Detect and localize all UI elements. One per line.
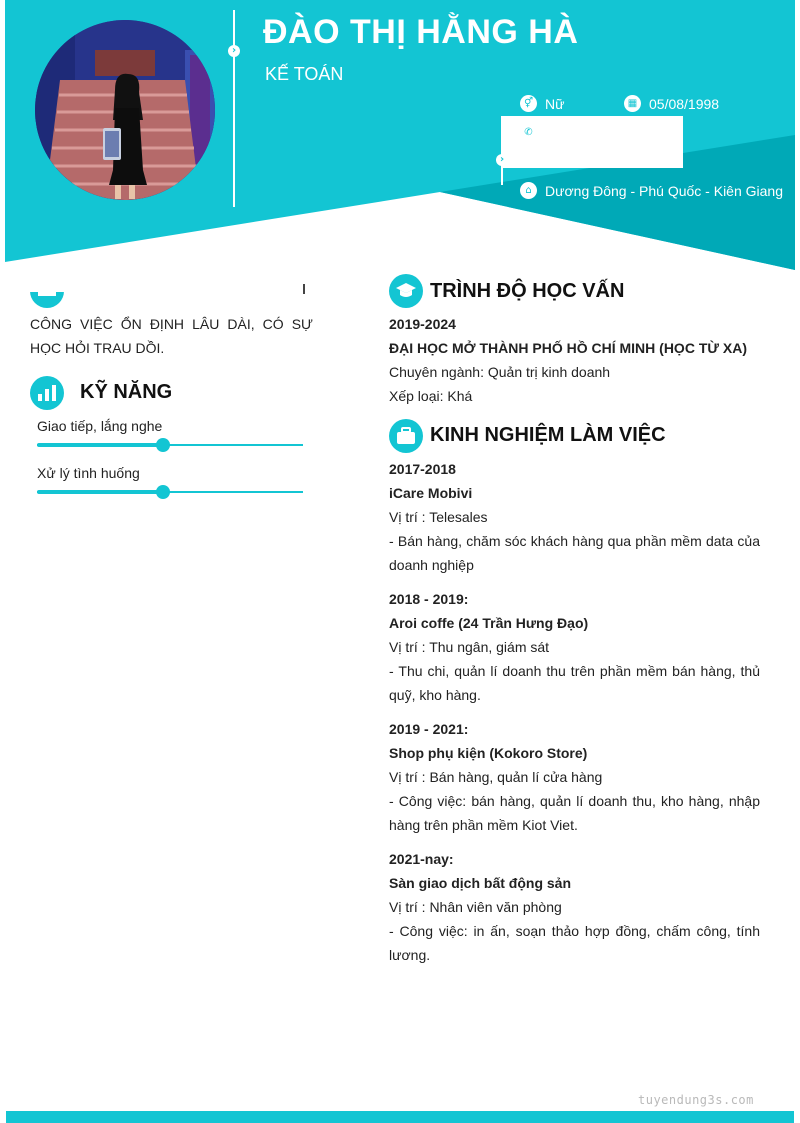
education-section-icon: [389, 274, 423, 308]
job-company: Sàn giao dịch bất động sản: [389, 875, 572, 891]
skill-level-knob: [156, 485, 170, 499]
job-position: Vị trí : Telesales: [389, 509, 488, 525]
skill-label: Giao tiếp, lắng nghe: [37, 418, 163, 434]
objective-title-fragment: [303, 284, 305, 294]
skills-title: KỸ NĂNG: [80, 381, 173, 403]
gender-icon: ⚥: [520, 95, 537, 112]
watermark: tuyendung3s.com: [638, 1093, 754, 1107]
experience-title: KINH NGHIỆM LÀM VIỆC: [430, 424, 666, 446]
info-divider-line: [501, 116, 503, 185]
education-title: TRÌNH ĐỘ HỌC VẤN: [430, 280, 625, 302]
candidate-name: ĐÀO THỊ HẰNG HÀ: [263, 13, 579, 51]
birthdate-value: 05/08/1998: [649, 96, 720, 112]
footer-bar: [6, 1111, 794, 1123]
job-period: 2018 - 2019:: [389, 591, 469, 607]
job-company: Shop phụ kiện (Kokoro Store): [389, 745, 588, 761]
job-description: - Bán hàng, chăm sóc khách hàng qua phần mềm data của doanh nghiệp: [389, 533, 760, 573]
avatar: [35, 20, 215, 200]
objective-text: CÔNG VIỆC ỔN ĐỊNH LÂU DÀI, CÓ SỰ HỌC HỎI TRAU DỒI.: [30, 316, 313, 356]
home-icon: ⌂: [520, 182, 537, 199]
header-divider-line: [233, 10, 235, 207]
objective-icon-mask: [38, 290, 56, 296]
job-description: - Thu chi, quản lí doanh thu trên phần mềm bán hàng, thủ quỹ, kho hàng.: [389, 663, 760, 703]
calendar-icon: ▦: [624, 95, 641, 112]
job-description: - Công việc: in ấn, soạn thảo hợp đồng, chấm công, tính lương.: [389, 923, 760, 963]
phone-icon: ✆: [520, 124, 537, 141]
job-position: Vị trí : Bán hàng, quản lí cửa hàng: [389, 769, 603, 785]
experience-section-icon: [389, 419, 423, 453]
education-major: Chuyên ngành: Quản trị kinh doanh: [389, 364, 611, 380]
job-position: Vị trí : Thu ngân, giám sát: [389, 639, 550, 655]
skill-fill: [37, 443, 163, 447]
skill-level-knob: [156, 438, 170, 452]
job-period: 2021-nay:: [389, 851, 454, 867]
info-chevron-icon: ›: [496, 154, 508, 166]
job-company: iCare Mobivi: [389, 485, 473, 501]
divider-chevron-icon: ›: [228, 45, 240, 57]
job-title: KẾ TOÁN: [265, 64, 344, 84]
education-grade: Xếp loại: Khá: [389, 388, 473, 404]
education-school: ĐẠI HỌC MỞ THÀNH PHỐ HỒ CHÍ MINH (HỌC TỪ XA): [389, 340, 747, 356]
bar-chart-icon: [37, 384, 57, 402]
graduation-cap-icon: [395, 282, 417, 300]
job-position: Vị trí : Nhân viên văn phòng: [389, 899, 562, 915]
job-description: - Công việc: bán hàng, quản lí doanh thu, kho hàng, nhập hàng trên phần mềm Kiot Viet.: [389, 793, 760, 833]
job-period: 2019 - 2021:: [389, 721, 469, 737]
job-company: Aroi coffe (24 Trần Hưng Đạo): [389, 615, 589, 631]
education-period: 2019-2024: [389, 316, 456, 332]
skill-label: Xử lý tình huống: [37, 465, 140, 481]
address-value: Dương Đông - Phú Quốc - Kiên Giang: [545, 183, 784, 199]
profile-photo-icon: [35, 20, 215, 200]
objective-title-mask: [26, 272, 316, 292]
skills-section-icon: [30, 376, 64, 410]
skill-fill: [37, 490, 163, 494]
job-period: 2017-2018: [389, 461, 456, 477]
briefcase-icon: [396, 427, 416, 445]
gender-value: Nữ: [545, 96, 565, 112]
